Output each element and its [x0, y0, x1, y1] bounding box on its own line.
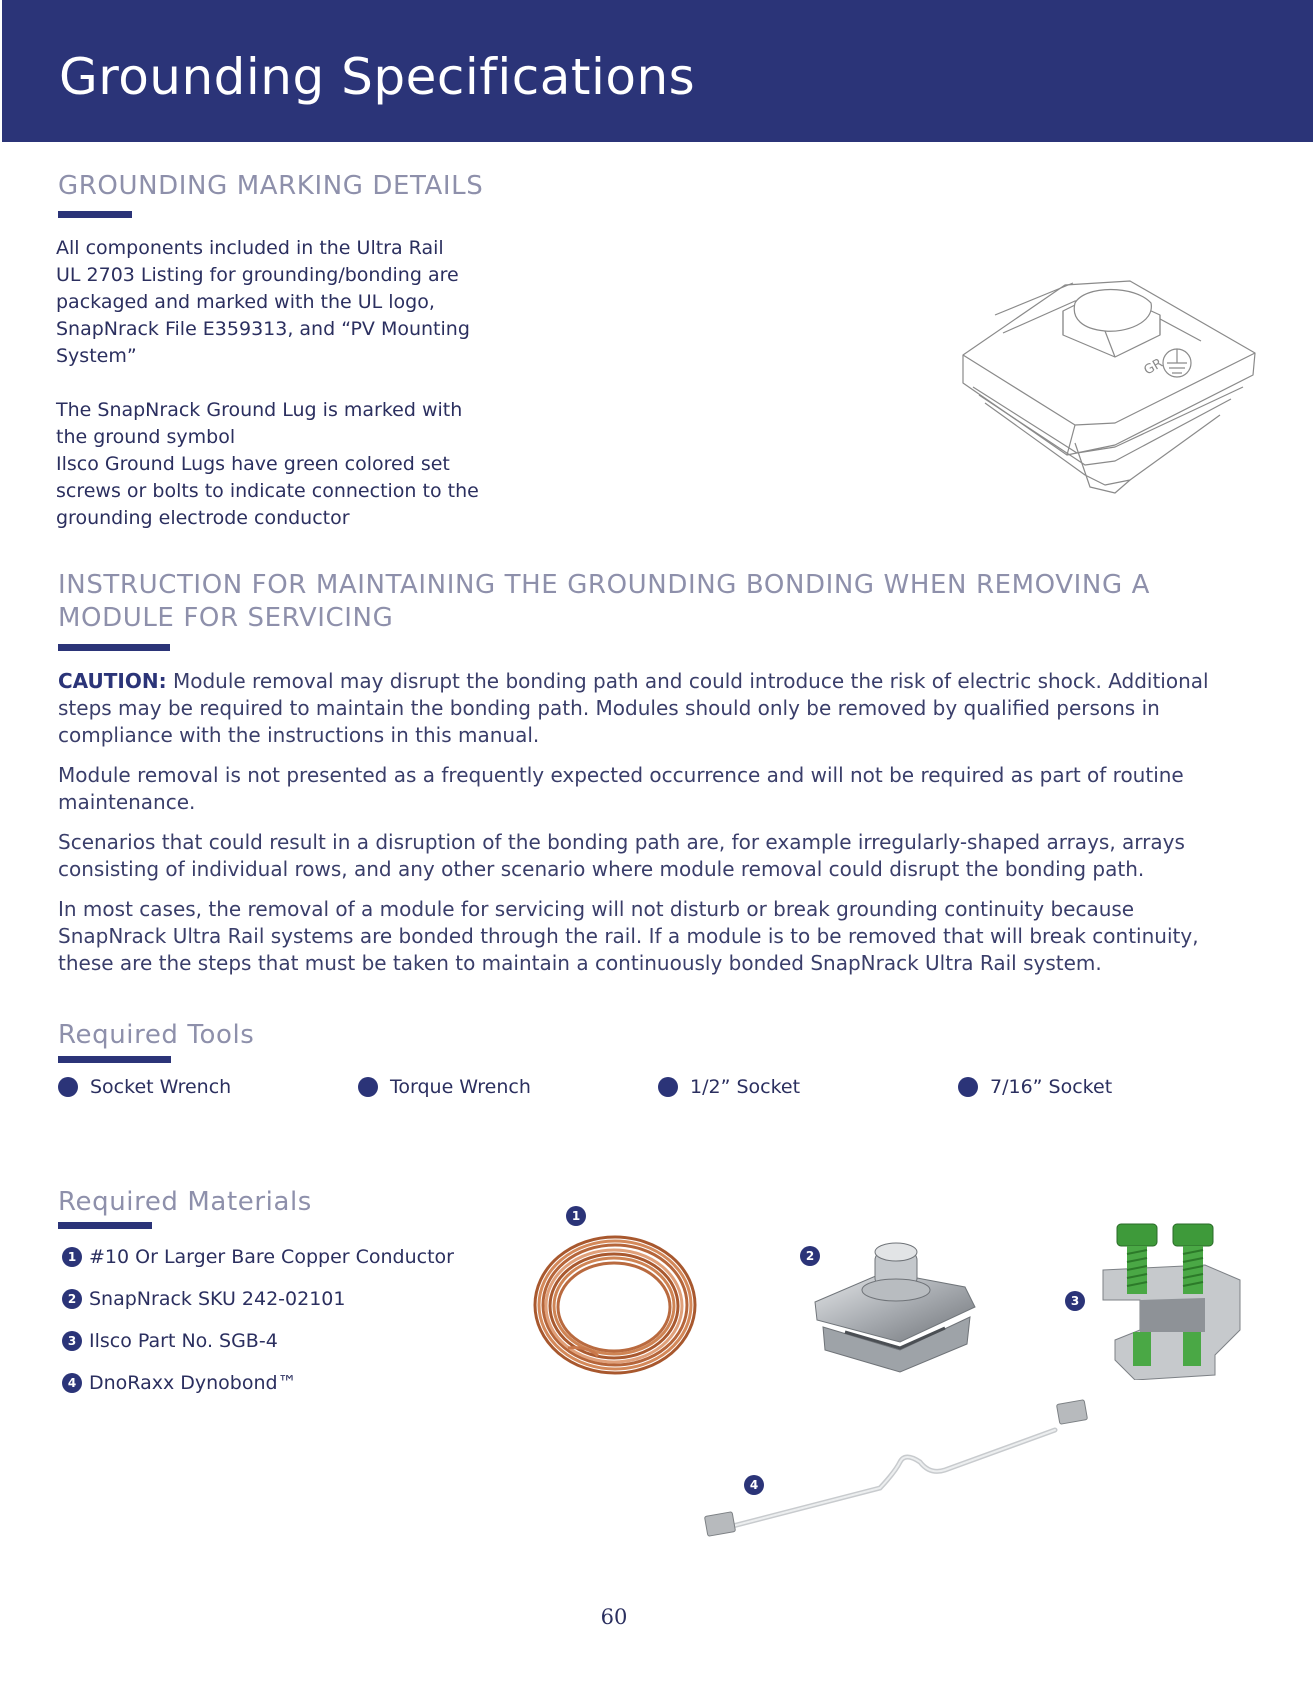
snapnrack-lug-image: [805, 1232, 985, 1377]
marking-line: the ground symbol: [56, 426, 236, 448]
ilsco-lug-image: [1095, 1220, 1245, 1380]
tool-item: [58, 1076, 231, 1098]
marking-line: SnapNrack File E359313, and “PV Mounting: [56, 318, 470, 340]
page-title: Grounding Specifications: [59, 48, 696, 106]
most-cases-line: these are the steps that must be taken to maintain a continuously bonded SnapNrack Ultra Rail system.: [58, 951, 1102, 975]
scenarios-line: Scenarios that could result in a disruption of the bonding path are, for example irregularly-shaped arrays, arrays: [58, 830, 1185, 854]
marking-line: The SnapNrack Ground Lug is marked with: [56, 399, 463, 421]
bullet-dot-icon: [958, 1077, 978, 1097]
copper-coil-image: [528, 1228, 703, 1378]
bullet-dot-icon: [658, 1077, 678, 1097]
marking-line: UL 2703 Listing for grounding/bonding are: [56, 264, 459, 286]
material-item: [62, 1246, 454, 1268]
image-badge-3: 3: [1065, 1291, 1085, 1311]
ground-lug-diagram: [955, 275, 1260, 495]
image-badge-4: 4: [744, 1475, 764, 1495]
instruction-heading-line: INSTRUCTION FOR MAINTAINING THE GROUNDING BONDING WHEN REMOVING A: [58, 570, 1150, 600]
most-cases-paragraph: [58, 896, 1258, 977]
caution-line: Module removal may disrupt the bonding path and could introduce the risk of electric shock. Additional: [166, 669, 1209, 693]
dynobond-jumper-image: [700, 1390, 1100, 1550]
materials-heading: Required Materials: [58, 1187, 312, 1217]
marking-heading-rule: [58, 211, 132, 218]
material-item: [62, 1372, 297, 1394]
instruction-body: [58, 668, 1258, 990]
marking-heading: GROUNDING MARKING DETAILS: [58, 171, 484, 201]
tool-item: [958, 1076, 1112, 1098]
material-label: SnapNrack SKU 242-02101: [89, 1288, 346, 1310]
tools-heading-rule: [58, 1056, 171, 1063]
number-badge-icon: 4: [62, 1373, 82, 1393]
image-badge-2: 2: [800, 1246, 820, 1266]
svg-text:GR: GR: [1141, 355, 1166, 379]
number-badge-icon: 1: [62, 1247, 82, 1267]
material-label: DnoRaxx Dynobond™: [89, 1372, 297, 1394]
number-badge-icon: 2: [62, 1289, 82, 1309]
marking-line: grounding electrode conductor: [56, 507, 350, 529]
marking-line: All components included in the Ultra Rail: [56, 237, 444, 259]
tools-heading: Required Tools: [58, 1020, 255, 1050]
material-label: #10 Or Larger Bare Copper Conductor: [89, 1246, 454, 1268]
marking-line: screws or bolts to indicate connection to the: [56, 480, 479, 502]
material-item: [62, 1288, 345, 1310]
material-label: Ilsco Part No. SGB-4: [89, 1330, 278, 1352]
instruction-heading-line: MODULE FOR SERVICING: [58, 603, 394, 633]
tool-label: 1/2” Socket: [690, 1076, 801, 1098]
number-badge-icon: 3: [62, 1331, 82, 1351]
material-item: [62, 1330, 278, 1352]
caution-paragraph: [58, 668, 1258, 749]
scenarios-paragraph: [58, 829, 1258, 883]
instruction-heading-rule: [58, 644, 170, 651]
tool-label: 7/16” Socket: [990, 1076, 1113, 1098]
tool-item: [658, 1076, 800, 1098]
tool-label: Torque Wrench: [390, 1076, 531, 1098]
tool-item: [358, 1076, 531, 1098]
caution-line: steps may be required to maintain the bonding path. Modules should only be removed by qualified persons in: [58, 696, 1160, 720]
removal-line: Module removal is not presented as a frequently expected occurrence and will not be required as part of routine: [58, 763, 1184, 787]
bullet-dot-icon: [58, 1077, 78, 1097]
marking-line: System”: [56, 345, 137, 367]
most-cases-line: SnapNrack Ultra Rail systems are bonded through the rail. If a module is to be removed that will break continuity,: [58, 924, 1199, 948]
removal-line: maintenance.: [58, 790, 196, 814]
caution-line: compliance with the instructions in this manual.: [58, 723, 540, 747]
bullet-dot-icon: [358, 1077, 378, 1097]
removal-paragraph: [58, 762, 1258, 816]
page-number: 60: [600, 1605, 628, 1629]
marking-intro-text: [56, 235, 496, 532]
marking-line: Ilsco Ground Lugs have green colored set: [56, 453, 450, 475]
caution-label: CAUTION:: [58, 669, 167, 693]
materials-heading-rule: [58, 1222, 152, 1229]
page-header-banner: [2, 0, 1313, 142]
most-cases-line: In most cases, the removal of a module for servicing will not disturb or break grounding continuity because: [58, 897, 1135, 921]
tool-label: Socket Wrench: [90, 1076, 232, 1098]
instruction-heading: [58, 569, 1278, 635]
marking-line: packaged and marked with the UL logo,: [56, 291, 435, 313]
scenarios-line: consisting of individual rows, and any other scenario where module removal could disrupt the bonding path.: [58, 857, 1145, 881]
image-badge-1: 1: [566, 1206, 586, 1226]
